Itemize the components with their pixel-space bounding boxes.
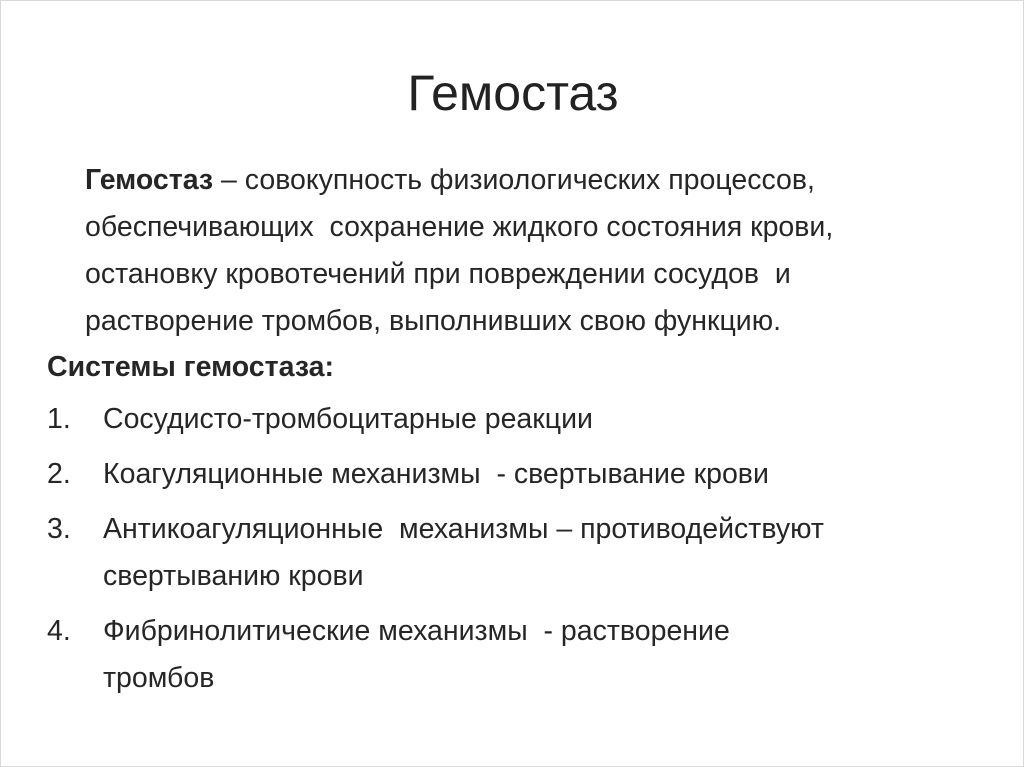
systems-list-item xyxy=(47,608,997,702)
slide-title: Гемостаз xyxy=(407,65,619,121)
list-item-line: свертыванию крови xyxy=(103,560,364,592)
systems-heading: Системы гемостаза: xyxy=(47,351,334,383)
list-item-text xyxy=(103,506,997,600)
list-item-text xyxy=(103,608,997,702)
definition-line-1-text: – совокупность физиологических процессов, xyxy=(213,164,815,196)
definition-line-1 xyxy=(85,157,1005,204)
definition-line-4: растворение тромбов, выполнивших свою функцию. xyxy=(85,305,781,337)
list-item-number: 2. xyxy=(47,458,71,490)
list-item-line: Фибринолитические механизмы - растворение xyxy=(103,615,730,647)
systems-list xyxy=(47,396,997,710)
systems-list-item xyxy=(47,396,997,443)
systems-list-item xyxy=(47,506,997,600)
list-item-text xyxy=(103,396,997,443)
list-item-line: Коагуляционные механизмы - свертывание крови xyxy=(103,458,769,490)
definition-line-3: остановку кровотечений при повреждении сосудов и xyxy=(85,258,791,290)
list-item-number: 3. xyxy=(47,513,71,545)
list-item-number: 4. xyxy=(47,615,71,647)
list-item-number: 1. xyxy=(47,403,71,435)
systems-list-item xyxy=(47,451,997,498)
definition-term: Гемостаз xyxy=(85,164,214,196)
definition-paragraph xyxy=(85,157,1005,345)
list-item-line: Сосудисто-тромбоцитарные реакции xyxy=(103,403,593,435)
list-item-line: Антикоагуляционные механизмы – противодействуют xyxy=(103,513,824,545)
list-item-text xyxy=(103,451,997,498)
list-item-line: тромбов xyxy=(103,662,215,694)
definition-line-2: обеспечивающих сохранение жидкого состояния крови, xyxy=(85,211,834,243)
